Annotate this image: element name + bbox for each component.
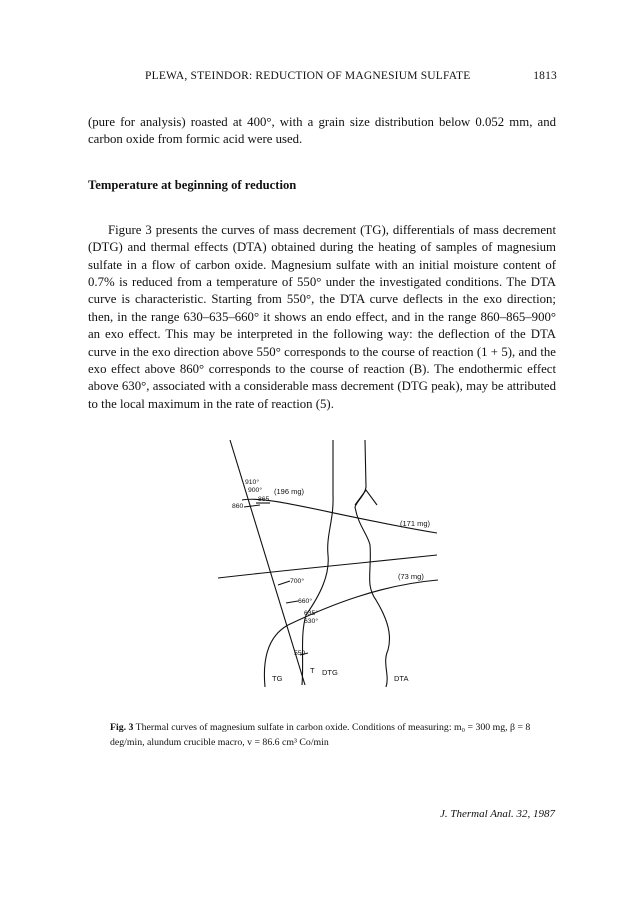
tick-860 [244,505,260,507]
dtg-curve [302,440,333,685]
label-tg: TG [272,674,283,683]
caption-label: Fig. 3 [110,722,134,733]
label-860: 860 [232,503,244,510]
figure-caption [110,720,560,750]
tick-660 [286,601,298,603]
caption-text: Thermal curves of magnesium sulfate in carbon oxide. Conditions of measuring: m₀ = 300 mg, β = 8 deg/min, alundum crucible macro, v = 86.6 cm³ Co/min [110,722,531,748]
dta-triangle [355,490,377,505]
label-dtg: DTG [322,668,338,677]
label-865: 865 [258,496,270,503]
section-heading: Temperature at beginning of reduction [88,178,297,192]
label-dta: DTA [394,674,409,683]
label-700: 700° [290,578,305,585]
intro-paragraph: (pure for analysis) roasted at 400°, with a grain size distribution below 0.052 mm, and carbon oxide from formic acid were used. [88,114,556,147]
page-number: 1813 [533,70,557,82]
label-910: 910° [245,479,260,486]
figure-drawing [210,435,450,695]
label-550: 550 [294,650,306,657]
label-660: 660° [298,598,313,605]
thermal-curves-figure [210,435,450,695]
label-73mg: (73 mg) [398,572,424,581]
label-900: 900° [248,487,263,494]
journal-footer: J. Thermal Anal. 32, 1987 [440,808,555,820]
body-paragraph: Figure 3 presents the curves of mass decrement (TG), differentials of mass decrement (DTG) and thermal effects (DTA) obtained during the heating of samples of magnesium sulfate in a flow of carbon oxide. Magnesium sulfate with an initial moisture content of 0.7% is reduced from a temperature of 550° under the investigated conditions. The DTA curve is characteristic. Starting from 550°, the DTA curve deflects in the exo direction; then, in the range 630–635–660° it shows an endo effect, and in the range 860–865–900° an exo effect. This may be interpreted in the following way: the deflection of the DTA curve in the exo direction above 550° corresponds to the course of reaction (1 + 5), and the exo effect above 860° corresponds to the course of reaction (B). The endothermic effect above 630°, associated with a considerable mass decrement (DTG peak), may be attributed to the local maximum in the rate of reaction (5). [88,222,556,411]
label-196mg: (196 mg) [274,487,305,496]
label-171mg: (171 mg) [400,519,431,528]
running-title: PLEWA, STEINDOR: REDUCTION OF MAGNESIUM SULFATE [145,70,471,82]
t-line [230,440,305,685]
label-630: 630° [304,618,319,625]
tick-700 [278,581,290,585]
label-635: 635° [304,610,319,617]
label-t: T [310,666,315,675]
